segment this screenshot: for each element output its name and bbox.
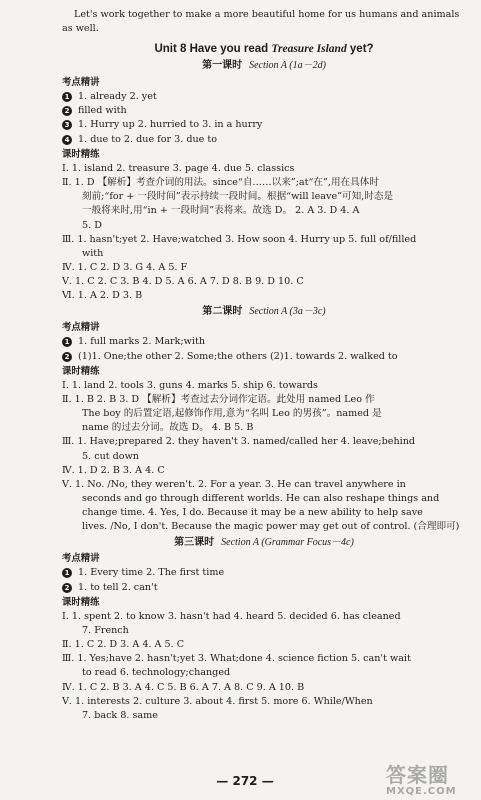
lesson-3-line: to read 6. technology;changed bbox=[82, 667, 231, 679]
circled-number-icon: 3 bbox=[62, 120, 72, 130]
lesson-3-keshi-label: 课时精练 bbox=[62, 596, 100, 608]
lesson-2-line: lives. /No, I don't. Because the magic power may get out of control. (合理即可) bbox=[82, 521, 460, 533]
lesson-2-line: Ⅴ. 1. No. /No, they weren't. 2. For a year. 3. He can travel anywhere in bbox=[62, 478, 406, 490]
lesson-1-kaodian-1: 1 1. already 2. yet bbox=[62, 90, 466, 104]
unit-title bbox=[62, 41, 466, 58]
lesson-2-line: Ⅰ. 1. land 2. tools 3. guns 4. marks 5. ship 6. towards bbox=[62, 379, 318, 391]
lesson-1-section: Section A (1a－2d) bbox=[249, 60, 326, 72]
lesson-1-kaodian-3: 3 1. Hurry up 2. hurried to 3. in a hurry bbox=[62, 118, 466, 132]
lesson-3-kaodian-1: 1 1. Every time 2. The first time bbox=[62, 566, 466, 580]
unit-title-prefix: Unit 8 Have you read bbox=[154, 43, 272, 56]
lesson-3-line: 7. French bbox=[82, 624, 129, 636]
lesson-2-section: Section A (3a－3c) bbox=[249, 305, 326, 317]
lesson-1-line: 刻前;“for + 一段时间”表示持续一段时间。根据“will leave”可知,时态是 bbox=[82, 191, 394, 203]
lesson-1-heading bbox=[62, 59, 466, 74]
lesson-2-line: Ⅲ. 1. Have;prepared 2. they haven't 3. named/called her 4. leave;behind bbox=[62, 436, 416, 448]
lesson-1-line: Ⅰ. 1. island 2. treasure 3. page 4. due 5. classics bbox=[62, 162, 295, 174]
lesson-1-line: Ⅱ. 1. D 【解析】考查介词的用法。since“自……以来”;at“在”,用在具体时 bbox=[62, 176, 379, 188]
circled-number-icon: 2 bbox=[62, 352, 72, 362]
lesson-3-kaodian-label: 考点精讲 bbox=[62, 553, 100, 565]
intro-line-1: Let's work together to make a more beautiful home for us humans and animals bbox=[74, 9, 460, 20]
circled-number-icon: 2 bbox=[62, 106, 72, 116]
lesson-3-kaodian-2: 2 1. to tell 2. can't bbox=[62, 581, 466, 595]
lesson-2-line: 5. cut down bbox=[82, 450, 139, 462]
circled-number-icon: 2 bbox=[62, 583, 72, 593]
lesson-2-heading bbox=[62, 305, 466, 320]
unit-title-suffix: yet? bbox=[346, 43, 374, 56]
lesson-1-title: 第一课时 bbox=[202, 60, 243, 72]
lesson-1-line: Ⅳ. 1. C 2. D 3. G 4. A 5. F bbox=[62, 262, 188, 274]
lesson-2-kaodian-2: 2 (1)1. One;the other 2. Some;the others (2)1. towards 2. walked to bbox=[62, 350, 466, 364]
lesson-3-line: Ⅲ. 1. Yes;have 2. hasn't;yet 3. What;done 4. science fiction 5. can't wait bbox=[62, 653, 411, 665]
lesson-3-section: Section A (Grammar Focus－4c) bbox=[221, 536, 354, 548]
intro-line-2: as well. bbox=[62, 23, 99, 35]
circled-number-icon: 1 bbox=[62, 337, 72, 347]
lesson-1-line: 一般将来时,用“in + 一段时间”表将来。故选 D。 2. A 3. D 4. A bbox=[82, 205, 360, 217]
watermark-bottom: MXQE.COM bbox=[386, 786, 457, 797]
lesson-3-line: Ⅳ. 1. C 2. B 3. A 4. C 5. B 6. A 7. A 8. C 9. A 10. B bbox=[62, 681, 305, 693]
circled-number-icon: 4 bbox=[62, 135, 72, 145]
page-number: — 272 — bbox=[216, 774, 274, 788]
lesson-3-line: Ⅴ. 1. interests 2. culture 3. about 4. first 5. more 6. While/When bbox=[62, 695, 373, 707]
lesson-3-title: 第三课时 bbox=[174, 536, 215, 548]
lesson-2-line: The boy 的后置定语,起修饰作用,意为“名叫 Leo 的男孩”。named 是 bbox=[82, 407, 382, 419]
lesson-2-line: change time. 4. Yes, I do. Because it may be a new ability to help save bbox=[82, 507, 423, 519]
lesson-2-line: name 的过去分词。故选 D。 4. B 5. B bbox=[82, 422, 254, 434]
lesson-2-keshi-label: 课时精练 bbox=[62, 365, 100, 377]
watermark-top: 答案圈 bbox=[386, 763, 449, 787]
lesson-3-line: Ⅱ. 1. C 2. D 3. A 4. A 5. C bbox=[62, 639, 185, 651]
lesson-3-line: Ⅰ. 1. spent 2. to know 3. hasn't had 4. heard 5. decided 6. has cleaned bbox=[62, 610, 401, 622]
unit-title-italic: Treasure Island bbox=[271, 43, 347, 56]
lesson-1-line: Ⅲ. 1. hasn't;yet 2. Have;watched 3. How soon 4. Hurry up 5. full of/filled bbox=[62, 233, 417, 245]
watermark-logo bbox=[386, 764, 478, 798]
lesson-2-line: seconds and go through different worlds. He can also reshape things and bbox=[82, 493, 440, 505]
lesson-2-line: Ⅱ. 1. B 2. B 3. D 【解析】考查过去分词作定语。此处用 named Leo 作 bbox=[62, 393, 375, 405]
circled-number-icon: 1 bbox=[62, 568, 72, 578]
lesson-1-line: Ⅴ. 1. C 2. C 3. B 4. D 5. A 6. A 7. D 8. B 9. D 10. C bbox=[62, 276, 304, 288]
answer-page bbox=[62, 8, 466, 723]
lesson-1-line: Ⅵ. 1. A 2. D 3. B bbox=[62, 290, 143, 302]
lesson-1-kaodian-2: 2 filled with bbox=[62, 104, 466, 118]
lesson-2-title: 第二课时 bbox=[202, 305, 243, 317]
lesson-2-kaodian-1: 1 1. full marks 2. Mark;with bbox=[62, 335, 466, 349]
lesson-2-kaodian-label: 考点精讲 bbox=[62, 322, 100, 334]
lesson-2-line: Ⅳ. 1. D 2. B 3. A 4. C bbox=[62, 464, 165, 476]
lesson-1-kaodian-4: 4 1. due to 2. due for 3. due to bbox=[62, 133, 466, 147]
lesson-3-heading bbox=[62, 536, 466, 551]
lesson-1-line: with bbox=[82, 247, 104, 259]
circled-number-icon: 1 bbox=[62, 92, 72, 102]
lesson-3-line: 7. back 8. same bbox=[82, 709, 158, 721]
lesson-1-line: 5. D bbox=[82, 219, 102, 231]
lesson-1-keshi-label: 课时精练 bbox=[62, 148, 100, 160]
lesson-1-kaodian-label: 考点精讲 bbox=[62, 77, 100, 89]
